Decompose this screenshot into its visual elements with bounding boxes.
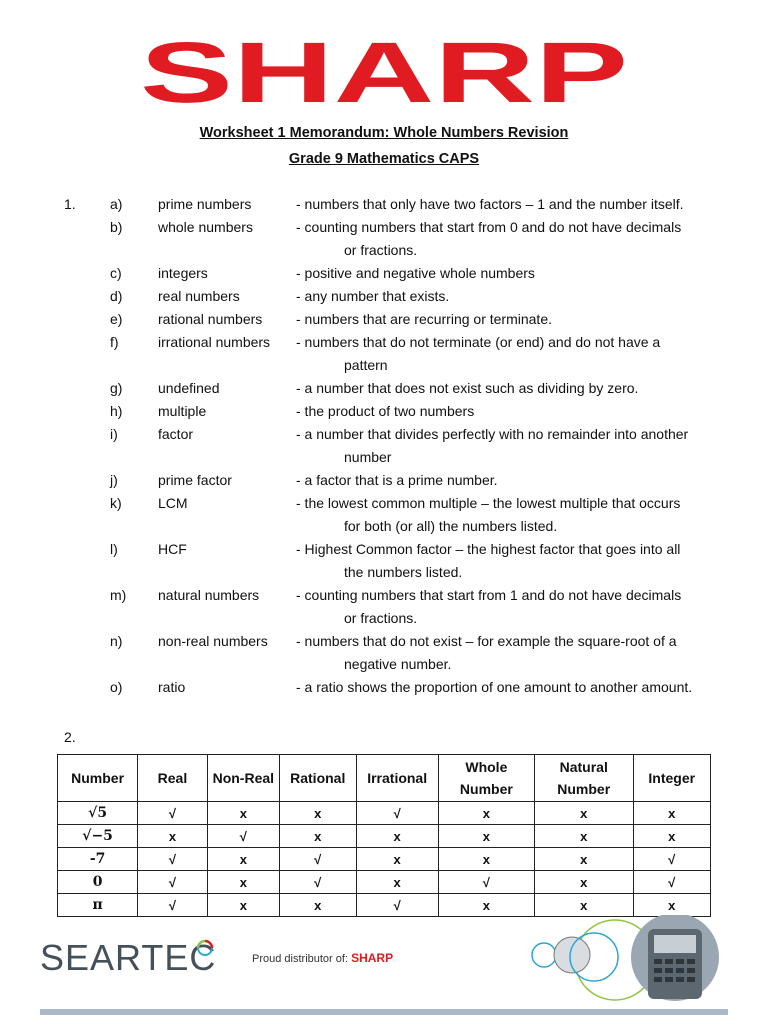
table-cell: √ bbox=[279, 848, 356, 871]
table-cell: √ bbox=[633, 871, 711, 894]
definition-letter: k) bbox=[110, 495, 122, 511]
table-cell: x bbox=[438, 802, 534, 825]
table-cell: x bbox=[534, 894, 633, 917]
definition-text: - a number that divides perfectly with no remainder into another bbox=[296, 426, 689, 442]
definition-term: prime numbers bbox=[158, 196, 252, 212]
row-number-label: -7 bbox=[58, 848, 138, 871]
distributor-brand: SHARP bbox=[351, 951, 394, 965]
sharp-logo-graphic bbox=[139, 38, 629, 108]
definition-letter: m) bbox=[110, 587, 127, 603]
sharp-logo-text: SHARP bbox=[140, 38, 628, 108]
row-number-label: √−5 bbox=[58, 825, 138, 848]
definition-text: - a number that does not exist such as dividing by zero. bbox=[296, 380, 639, 396]
definition-term: rational numbers bbox=[158, 311, 263, 327]
definition-text: - a factor that is a prime number. bbox=[296, 472, 498, 488]
definition-term: natural numbers bbox=[158, 587, 260, 603]
definition-term: irrational numbers bbox=[158, 334, 271, 350]
question-2-number: 2. bbox=[64, 729, 76, 745]
table-cell: √ bbox=[138, 802, 207, 825]
definition-letter: i) bbox=[110, 426, 118, 442]
definition-letter: j) bbox=[110, 472, 118, 488]
column-header: Real bbox=[138, 755, 207, 802]
table-cell: √ bbox=[356, 894, 438, 917]
table-cell: x bbox=[534, 871, 633, 894]
page-subtitle: Grade 9 Mathematics CAPS bbox=[288, 151, 480, 167]
row-number-label: π bbox=[58, 894, 138, 917]
definition-text: - a ratio shows the proportion of one amount to another amount. bbox=[296, 679, 693, 695]
definition-text-continued: negative number. bbox=[344, 656, 452, 672]
definition-text-continued: the numbers listed. bbox=[344, 564, 463, 580]
definition-term: factor bbox=[158, 426, 194, 442]
definition-text: - any number that exists. bbox=[296, 288, 450, 304]
definition-text: - counting numbers that start from 1 and do not have decimals bbox=[296, 587, 682, 603]
column-header: Integer bbox=[633, 755, 711, 802]
table-cell: √ bbox=[138, 894, 207, 917]
distributor-prefix: Proud distributor of: bbox=[252, 953, 348, 965]
definition-text-continued: or fractions. bbox=[344, 610, 418, 626]
definition-term: prime factor bbox=[158, 472, 232, 488]
definition-letter: d) bbox=[110, 288, 123, 304]
definition-text-continued: pattern bbox=[344, 357, 388, 373]
definition-term: real numbers bbox=[158, 288, 240, 304]
table-cell: x bbox=[356, 871, 438, 894]
definition-term: LCM bbox=[158, 495, 188, 511]
sharp-logo bbox=[0, 38, 768, 113]
definition-text-continued: for both (or all) the numbers listed. bbox=[344, 518, 558, 534]
table-cell: √ bbox=[279, 871, 356, 894]
definition-term: ratio bbox=[158, 679, 186, 695]
table-row bbox=[58, 894, 711, 917]
definition-text: - Highest Common factor – the highest factor that goes into all bbox=[296, 541, 681, 557]
definition-letter: g) bbox=[110, 380, 123, 396]
table-cell: x bbox=[633, 802, 711, 825]
definition-letter: n) bbox=[110, 633, 123, 649]
column-header: Rational bbox=[279, 755, 356, 802]
definition-text-continued: number bbox=[344, 449, 392, 465]
seartec-mark-icon bbox=[196, 939, 214, 957]
table-cell: √ bbox=[356, 802, 438, 825]
table-cell: x bbox=[207, 871, 279, 894]
definition-letter: a) bbox=[110, 196, 123, 212]
definition-letter: f) bbox=[110, 334, 119, 350]
definition-term: whole numbers bbox=[158, 219, 253, 235]
column-header: Whole Number bbox=[438, 755, 534, 802]
definition-letter: c) bbox=[110, 265, 122, 281]
table-row bbox=[58, 871, 711, 894]
column-header: Natural Number bbox=[534, 755, 633, 802]
definition-letter: h) bbox=[110, 403, 123, 419]
table-row bbox=[58, 802, 711, 825]
definition-letter: l) bbox=[110, 541, 118, 557]
table-header-row bbox=[58, 755, 711, 802]
table-cell: x bbox=[138, 825, 207, 848]
table-cell: x bbox=[633, 894, 711, 917]
table-cell: x bbox=[207, 894, 279, 917]
definition-text: - the lowest common multiple – the lowest multiple that occurs bbox=[296, 495, 681, 511]
table-cell: x bbox=[207, 848, 279, 871]
definition-text: - the product of two numbers bbox=[296, 403, 475, 419]
definition-text: - numbers that do not terminate (or end) and do not have a bbox=[296, 334, 661, 350]
column-header: Irrational bbox=[356, 755, 438, 802]
column-header: Non-Real bbox=[207, 755, 279, 802]
definition-text: - counting numbers that start from 0 and do not have decimals bbox=[296, 219, 682, 235]
table-cell: x bbox=[438, 894, 534, 917]
table-cell: x bbox=[356, 848, 438, 871]
definition-term: multiple bbox=[158, 403, 207, 419]
footer bbox=[0, 915, 768, 1024]
table-cell: x bbox=[207, 802, 279, 825]
table-cell: √ bbox=[138, 871, 207, 894]
definition-text: - numbers that only have two factors – 1 and the number itself. bbox=[296, 196, 684, 212]
footer-rule bbox=[40, 1009, 728, 1015]
definition-term: HCF bbox=[158, 541, 187, 557]
seartec-logo: SEARTEC bbox=[40, 937, 217, 978]
table-row bbox=[58, 848, 711, 871]
definition-text: - positive and negative whole numbers bbox=[296, 265, 535, 281]
table-cell: x bbox=[534, 825, 633, 848]
row-number-label: 0 bbox=[58, 871, 138, 894]
table-cell: x bbox=[279, 802, 356, 825]
definition-letter: b) bbox=[110, 219, 123, 235]
table-cell: x bbox=[438, 825, 534, 848]
table-cell: x bbox=[633, 825, 711, 848]
table-cell: x bbox=[534, 802, 633, 825]
row-number-label: √5 bbox=[58, 802, 138, 825]
table-cell: x bbox=[279, 894, 356, 917]
table-row bbox=[58, 825, 711, 848]
question-1-number: 1. bbox=[64, 196, 76, 212]
definition-letter: o) bbox=[110, 679, 123, 695]
table-cell: x bbox=[279, 825, 356, 848]
column-header: Number bbox=[58, 755, 138, 802]
table-cell: √ bbox=[207, 825, 279, 848]
table-cell: x bbox=[438, 848, 534, 871]
definition-text-continued: or fractions. bbox=[344, 242, 418, 258]
definition-term: non-real numbers bbox=[158, 633, 268, 649]
number-classification-table bbox=[57, 754, 711, 917]
distributor-line bbox=[252, 951, 393, 965]
table-cell: √ bbox=[138, 848, 207, 871]
calculator-graphic-icon bbox=[530, 915, 740, 1005]
definition-text: - numbers that are recurring or terminate. bbox=[296, 311, 552, 327]
table-cell: x bbox=[534, 848, 633, 871]
definition-letter: e) bbox=[110, 311, 123, 327]
table-cell: √ bbox=[633, 848, 711, 871]
definition-text: - numbers that do not exist – for example the square-root of a bbox=[296, 633, 677, 649]
definition-term: undefined bbox=[158, 380, 220, 396]
page-title: Worksheet 1 Memorandum: Whole Numbers Revision bbox=[199, 125, 569, 141]
table-cell: x bbox=[356, 825, 438, 848]
definition-term: integers bbox=[158, 265, 208, 281]
table-cell: √ bbox=[438, 871, 534, 894]
